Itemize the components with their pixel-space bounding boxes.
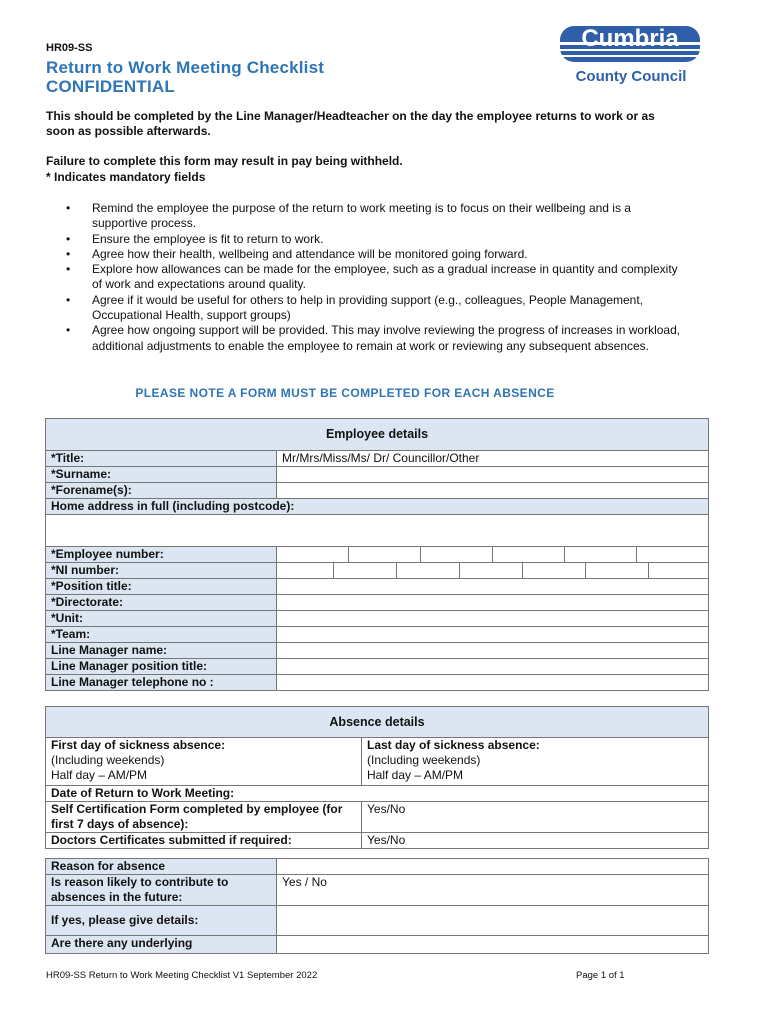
underlying-label: Are there any underlying xyxy=(46,936,277,954)
employee-details-table xyxy=(45,418,709,691)
forename-label: *Forename(s): xyxy=(46,483,277,499)
last-day-sub2: Half day – AM/PM xyxy=(367,768,464,782)
surname-label: *Surname: xyxy=(46,467,277,483)
likely-field[interactable]: Yes / No xyxy=(277,875,709,906)
doctors-cert-field[interactable]: Yes/No xyxy=(362,833,709,849)
doctors-cert-label: Doctors Certificates submitted if required: xyxy=(46,833,362,849)
logo-word: Cumbria xyxy=(581,25,679,52)
page-title-line1: Return to Work Meeting Checklist xyxy=(46,58,325,77)
mandatory-note: * Indicates mandatory fields xyxy=(46,169,206,184)
intro-text: This should be completed by the Line Manager/Headteacher on the day the employee returns to work or as soon as possible afterwards. xyxy=(46,109,655,138)
last-day-label: Last day of sickness absence: xyxy=(367,738,540,752)
absence-details-table xyxy=(45,706,709,849)
employee-details-heading: Employee details xyxy=(46,419,709,451)
manager-position-field[interactable] xyxy=(277,659,709,675)
first-day-sub2: Half day – AM/PM xyxy=(51,768,148,782)
details-field[interactable] xyxy=(277,906,709,936)
manager-name-field[interactable] xyxy=(277,643,709,659)
employee-number-field[interactable] xyxy=(277,547,709,563)
surname-field[interactable] xyxy=(277,467,709,483)
team-field[interactable] xyxy=(277,627,709,643)
unit-label: *Unit: xyxy=(46,611,277,627)
page-number: Page 1 of 1 xyxy=(576,970,625,981)
first-day-field[interactable] xyxy=(46,738,362,786)
likely-label: Is reason likely to contribute to absences in the future: xyxy=(46,875,277,906)
forename-field[interactable] xyxy=(277,483,709,499)
directorate-field[interactable] xyxy=(277,595,709,611)
cumbria-logo-graphic xyxy=(554,22,706,66)
manager-phone-label: Line Manager telephone no : xyxy=(46,675,277,691)
self-cert-label: Self Certification Form completed by employee (for first 7 days of absence): xyxy=(46,802,362,833)
last-day-sub1: (Including weekends) xyxy=(367,753,481,767)
first-day-sub1: (Including weekends) xyxy=(51,753,165,767)
page-title xyxy=(46,58,324,96)
absence-details-heading: Absence details xyxy=(46,707,709,738)
self-cert-field[interactable]: Yes/No xyxy=(362,802,709,833)
address-field[interactable] xyxy=(46,515,709,547)
footer-doc-title: HR09-SS Return to Work Meeting Checklist V1 September 2022 xyxy=(46,970,318,981)
ni-number-label: *NI number: xyxy=(46,563,277,579)
position-label: *Position title: xyxy=(46,579,277,595)
absence-note: PLEASE NOTE A FORM MUST BE COMPLETED FOR EACH ABSENCE xyxy=(135,386,555,400)
list-item: • Explore how allowances can be made for the employee, such as a gradual increase in quantity and complexity of work and expectations around quality. xyxy=(66,262,686,293)
manager-phone-field[interactable] xyxy=(277,675,709,691)
underlying-field[interactable] xyxy=(277,936,709,954)
manager-position-label: Line Manager position title: xyxy=(46,659,277,675)
directorate-label: *Directorate: xyxy=(46,595,277,611)
details-label: If yes, please give details: xyxy=(46,906,277,936)
address-label: Home address in full (including postcode): xyxy=(46,499,709,515)
form-code: HR09-SS xyxy=(46,42,93,54)
warning-line: Failure to complete this form may result in pay being withheld. xyxy=(46,154,403,168)
title-label: *Title: xyxy=(46,451,277,467)
page-title-line2: CONFIDENTIAL xyxy=(46,77,175,96)
employee-number-label: *Employee number: xyxy=(46,547,277,563)
manager-name-label: Line Manager name: xyxy=(46,643,277,659)
last-day-field[interactable] xyxy=(362,738,709,786)
return-date-label[interactable]: Date of Return to Work Meeting: xyxy=(46,786,709,802)
reason-label: Reason for absence xyxy=(46,859,277,875)
reason-field[interactable] xyxy=(277,859,709,875)
ni-number-field[interactable] xyxy=(277,563,709,579)
title-field[interactable]: Mr/Mrs/Miss/Ms/ Dr/ Councillor/Other xyxy=(277,451,709,467)
list-item: • Agree how their health, wellbeing and attendance will be monitored going forward. xyxy=(66,247,686,262)
list-item: • Agree if it would be useful for others to help in providing support (e.g., colleagues, People Management, Occupational Health, support groups) xyxy=(66,293,686,324)
team-label: *Team: xyxy=(46,627,277,643)
cumbria-logo xyxy=(554,22,706,88)
position-field[interactable] xyxy=(277,579,709,595)
logo-council-text: County Council xyxy=(575,68,687,85)
reason-table xyxy=(45,858,709,954)
list-item: • Remind the employee the purpose of the return to work meeting is to focus on their wellbeing and is a supportive process. xyxy=(66,201,686,232)
list-item: • Agree how ongoing support will be provided. This may involve reviewing the progress of increases in workload, additional adjustments to enable the employee to remain at work or reviewing any subsequent absences. xyxy=(66,323,686,354)
guidance-list xyxy=(66,201,686,354)
list-item: • Ensure the employee is fit to return to work. xyxy=(66,232,686,247)
first-day-label: First day of sickness absence: xyxy=(51,738,226,752)
unit-field[interactable] xyxy=(277,611,709,627)
warning-block xyxy=(46,154,403,185)
